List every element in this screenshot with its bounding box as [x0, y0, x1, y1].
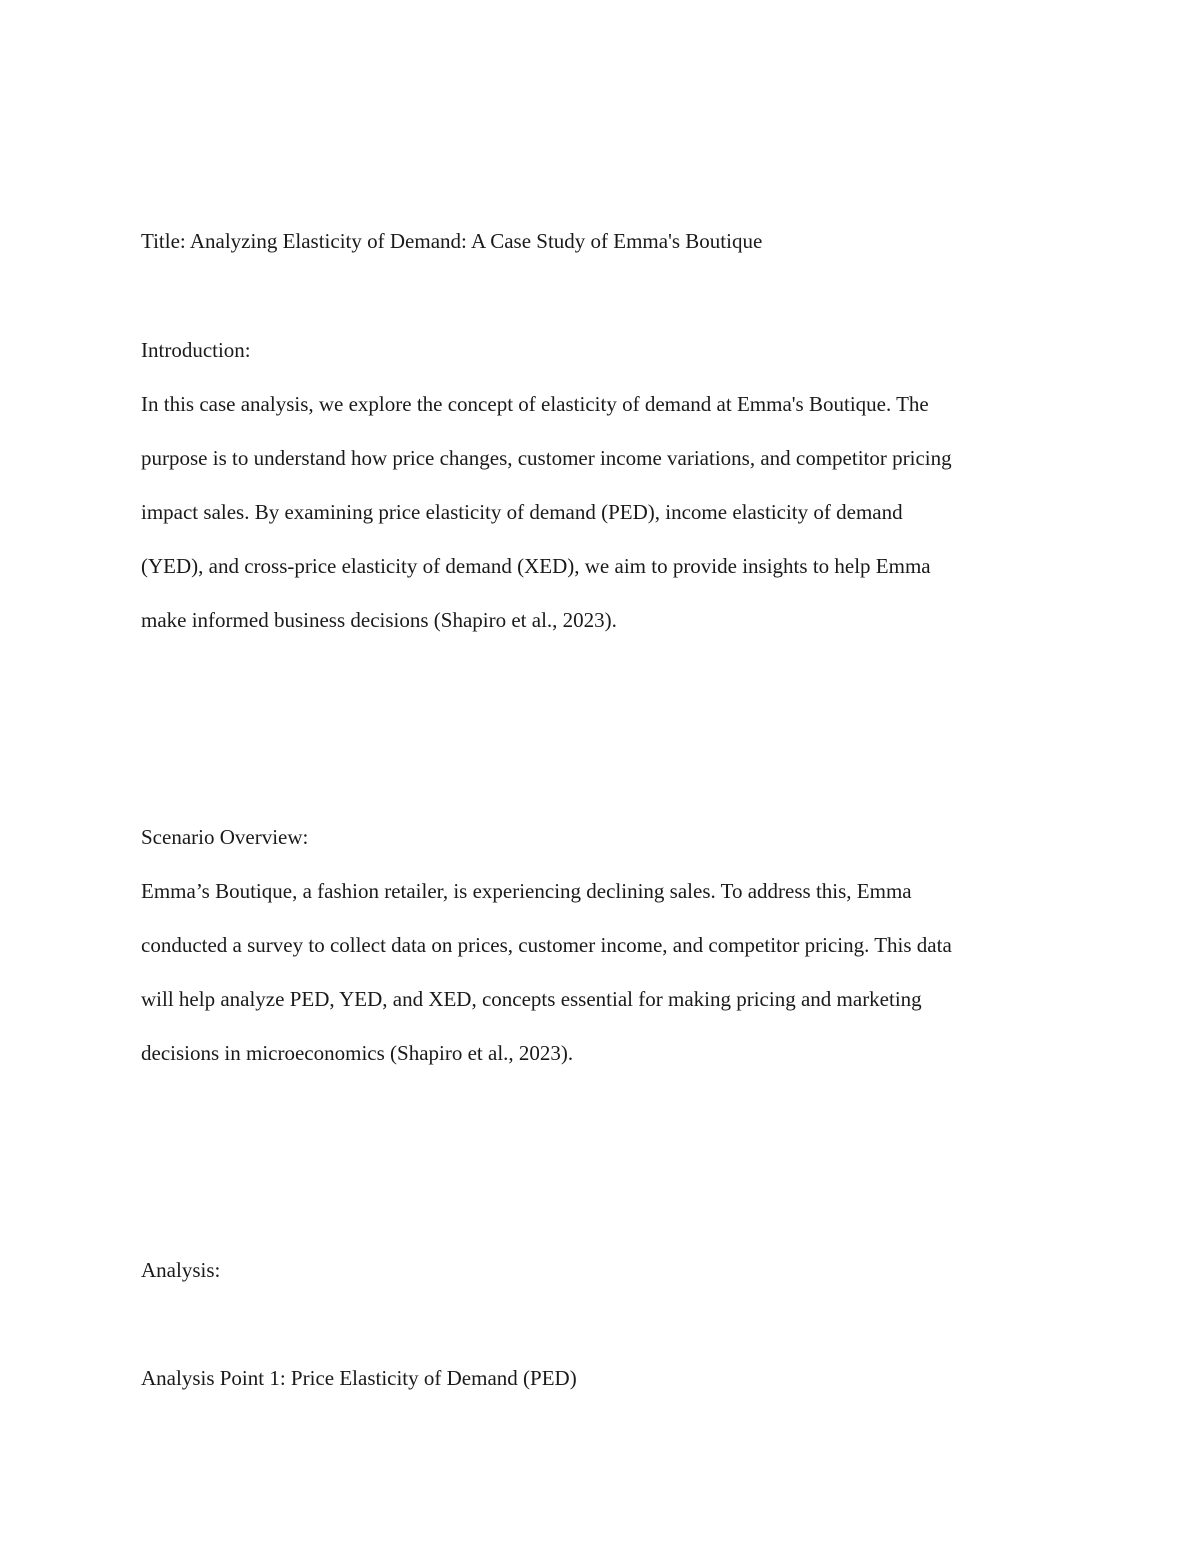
introduction-heading: Introduction: — [141, 338, 251, 362]
scenario-line-1: Emma’s Boutique, a fashion retailer, is experiencing declining sales. To address this, Emma — [141, 879, 912, 903]
analysis-point-1-heading: Analysis Point 1: Price Elasticity of Demand (PED) — [141, 1366, 577, 1390]
scenario-line-4: decisions in microeconomics (Shapiro et al., 2023). — [141, 1041, 574, 1065]
introduction-line-5: make informed business decisions (Shapiro et al., 2023). — [141, 608, 617, 632]
introduction-line-2: purpose is to understand how price changes, customer income variations, and competitor pricing — [141, 446, 952, 470]
introduction-line-4: (YED), and cross-price elasticity of demand (XED), we aim to provide insights to help Emma — [141, 554, 931, 578]
document-title: Title: Analyzing Elasticity of Demand: A Case Study of Emma's Boutique — [141, 229, 763, 253]
scenario-line-3: will help analyze PED, YED, and XED, concepts essential for making pricing and marketing — [141, 987, 922, 1011]
scenario-heading: Scenario Overview: — [141, 825, 309, 849]
introduction-line-3: impact sales. By examining price elasticity of demand (PED), income elasticity of demand — [141, 500, 903, 524]
analysis-heading: Analysis: — [141, 1258, 221, 1282]
scenario-line-2: conducted a survey to collect data on prices, customer income, and competitor pricing. This data — [141, 933, 952, 957]
introduction-line-1: In this case analysis, we explore the concept of elasticity of demand at Emma's Boutique. The — [141, 392, 929, 416]
